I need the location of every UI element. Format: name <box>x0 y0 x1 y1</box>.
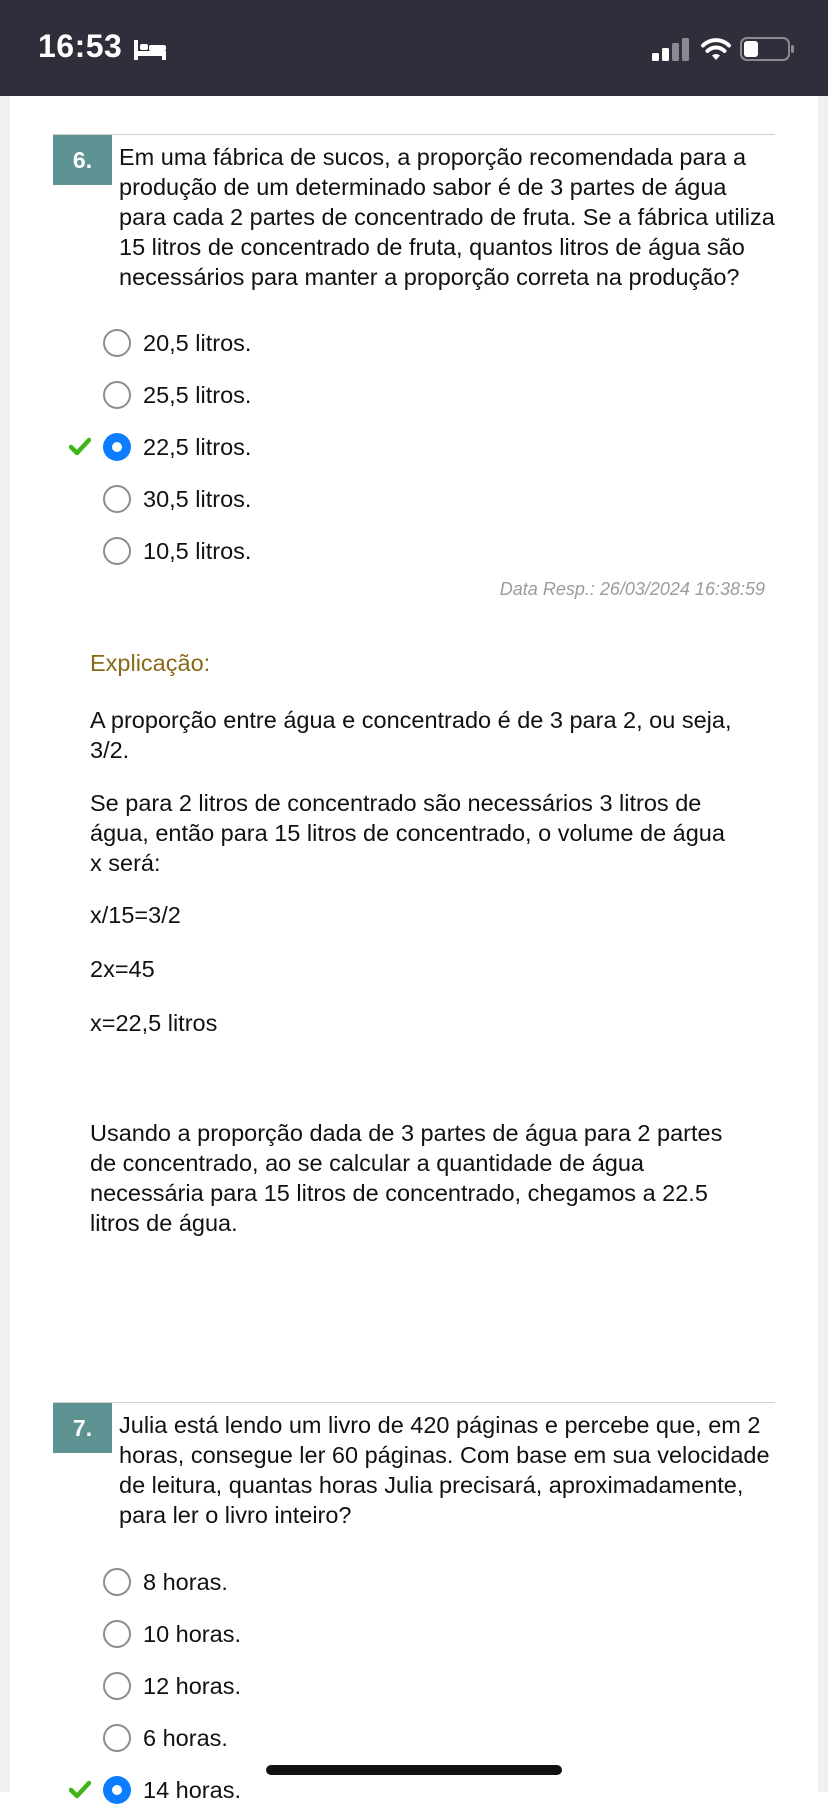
radio-button[interactable] <box>103 537 131 565</box>
home-indicator[interactable] <box>266 1765 562 1775</box>
option-label: 14 horas. <box>143 1776 241 1803</box>
question-text: Julia está lendo um livro de 420 páginas e percebe que, em 2 horas, consegue ler 60 páginas. Com base em sua velocidade de leitura, quantas horas Julia precisará, aproximadamente, para ler o livro inteiro? <box>119 1412 770 1528</box>
answer-option[interactable] <box>103 1614 603 1654</box>
explanation-paragraph: A proporção entre água e concentrado é de 3 para 2, ou seja, 3/2. <box>90 707 732 763</box>
answer-option[interactable] <box>103 531 603 571</box>
status-bar <box>0 0 828 96</box>
option-label: 20,5 litros. <box>143 329 252 356</box>
radio-button[interactable] <box>103 329 131 357</box>
answer-option[interactable] <box>103 1718 603 1758</box>
question-number-badge: 6. <box>53 135 112 185</box>
question-text: Em uma fábrica de sucos, a proporção recomendada para a produção de um determinado sabor é de 3 partes de água para cada 2 partes de concentrado de fruta. Se a fábrica utiliza 15 litros de concentrado de fruta, quantos litros de água são necessários para manter a proporção correta na produção? <box>119 144 775 290</box>
explanation <box>90 650 740 1236</box>
answer-option-selected[interactable] <box>103 1770 603 1810</box>
answer-option[interactable] <box>103 375 603 415</box>
option-label: 10 horas. <box>143 1620 241 1647</box>
page-margin-left <box>0 96 10 1792</box>
explanation-equation: x=22,5 litros <box>90 1010 218 1036</box>
radio-button-selected[interactable] <box>103 1776 131 1804</box>
answer-option[interactable] <box>103 323 603 363</box>
battery-icon <box>740 37 796 61</box>
radio-button[interactable] <box>103 485 131 513</box>
option-label: 25,5 litros. <box>143 381 252 408</box>
option-label: 22,5 litros. <box>143 433 252 460</box>
status-time: 16:53 <box>38 28 123 64</box>
correct-check-icon <box>69 1780 91 1800</box>
explanation-equation: 2x=45 <box>90 956 155 982</box>
option-label: 30,5 litros. <box>143 485 252 512</box>
option-label: 10,5 litros. <box>143 537 252 564</box>
option-label: 12 horas. <box>143 1672 241 1699</box>
option-label: 6 horas. <box>143 1724 228 1751</box>
question-divider <box>53 1402 775 1403</box>
answer-option[interactable] <box>103 479 603 519</box>
question-number-badge: 7. <box>53 1403 112 1453</box>
radio-button-selected[interactable] <box>103 433 131 461</box>
correct-check-icon <box>69 437 91 457</box>
explanation-paragraph: Se para 2 litros de concentrado são necessários 3 litros de água, então para 15 litros de concentrado, o volume de água x será: <box>90 790 725 876</box>
wifi-icon <box>700 36 732 62</box>
explanation-equation: x/15=3/2 <box>90 902 181 928</box>
radio-button[interactable] <box>103 1672 131 1700</box>
option-label: 8 horas. <box>143 1568 228 1595</box>
radio-button[interactable] <box>103 381 131 409</box>
answer-option[interactable] <box>103 1666 603 1706</box>
response-date: Data Resp.: 26/03/2024 16:38:59 <box>499 579 765 599</box>
radio-button[interactable] <box>103 1724 131 1752</box>
explanation-conclusion: Usando a proporção dada de 3 partes de água para 2 partes de concentrado, ao se calcular a quantidade de água necessária para 15 litros de concentrado, chegamos a 22.5 litros de água. <box>90 1120 723 1236</box>
bed-icon <box>133 38 167 62</box>
radio-button[interactable] <box>103 1568 131 1596</box>
answer-option-selected[interactable] <box>103 427 603 467</box>
page-margin-right <box>818 96 828 1792</box>
cellular-signal-icon <box>652 38 692 62</box>
radio-button[interactable] <box>103 1620 131 1648</box>
explanation-title: Explicação: <box>90 650 211 676</box>
question-divider <box>53 134 775 135</box>
answer-option[interactable] <box>103 1562 603 1602</box>
